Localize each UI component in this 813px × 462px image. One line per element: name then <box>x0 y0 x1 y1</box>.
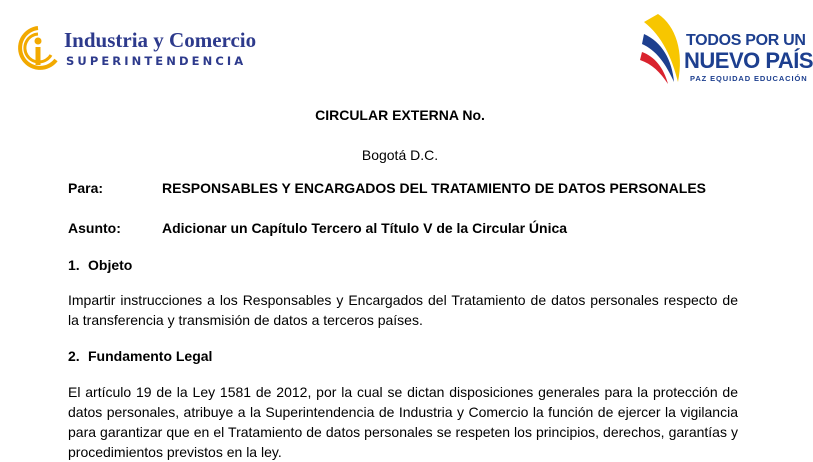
sic-logo-subtitle: SUPERINTENDENCIA <box>66 54 247 68</box>
asunto-value: Adicionar un Capítulo Tercero al Título V de la Circular Única <box>162 220 568 236</box>
document-place: Bogotá D.C. <box>361 147 439 163</box>
para-value: RESPONSABLES Y ENCARGADOS DEL TRATAMIENTO DE DATOS PERSONALES <box>162 180 706 196</box>
gov-logo-line2: NUEVO PAÍS <box>684 48 813 73</box>
section-1-number: 1. <box>68 257 80 273</box>
gov-logo-line3: PAZ EQUIDAD EDUCACIÓN <box>690 74 808 83</box>
sic-emblem-icon <box>12 22 64 72</box>
document-title: CIRCULAR EXTERNA No. <box>315 107 485 123</box>
sic-logo <box>12 22 257 72</box>
gov-logo-line1: TODOS POR UN <box>686 32 806 49</box>
colombia-flag-swoosh-icon <box>638 12 688 90</box>
sic-logo-name: Industria y Comercio <box>64 28 257 52</box>
section-1-heading: Objeto <box>88 257 133 273</box>
section-2-heading: Fundamento Legal <box>88 348 213 364</box>
asunto-label: Asunto: <box>68 220 121 236</box>
section-1-text: Impartir instrucciones a los Responsables y Encargados del Tratamiento de datos personales respecto de la transferencia y transmisión de datos a terceros países. <box>68 292 738 328</box>
para-label: Para: <box>68 180 104 196</box>
gov-logo <box>638 12 813 92</box>
section-2-text: El artículo 19 de la Ley 1581 de 2012, por la cual se dictan disposiciones generales para la protección de datos personales, atribuye a la Superintendencia de Industria y Comercio la función de ejercer la vigilancia para garantizar que en el Tratamiento de datos personales se respeten los principios, derechos, garantías y procedimientos previstos en la ley. <box>68 384 738 460</box>
section-2-number: 2. <box>68 348 80 364</box>
